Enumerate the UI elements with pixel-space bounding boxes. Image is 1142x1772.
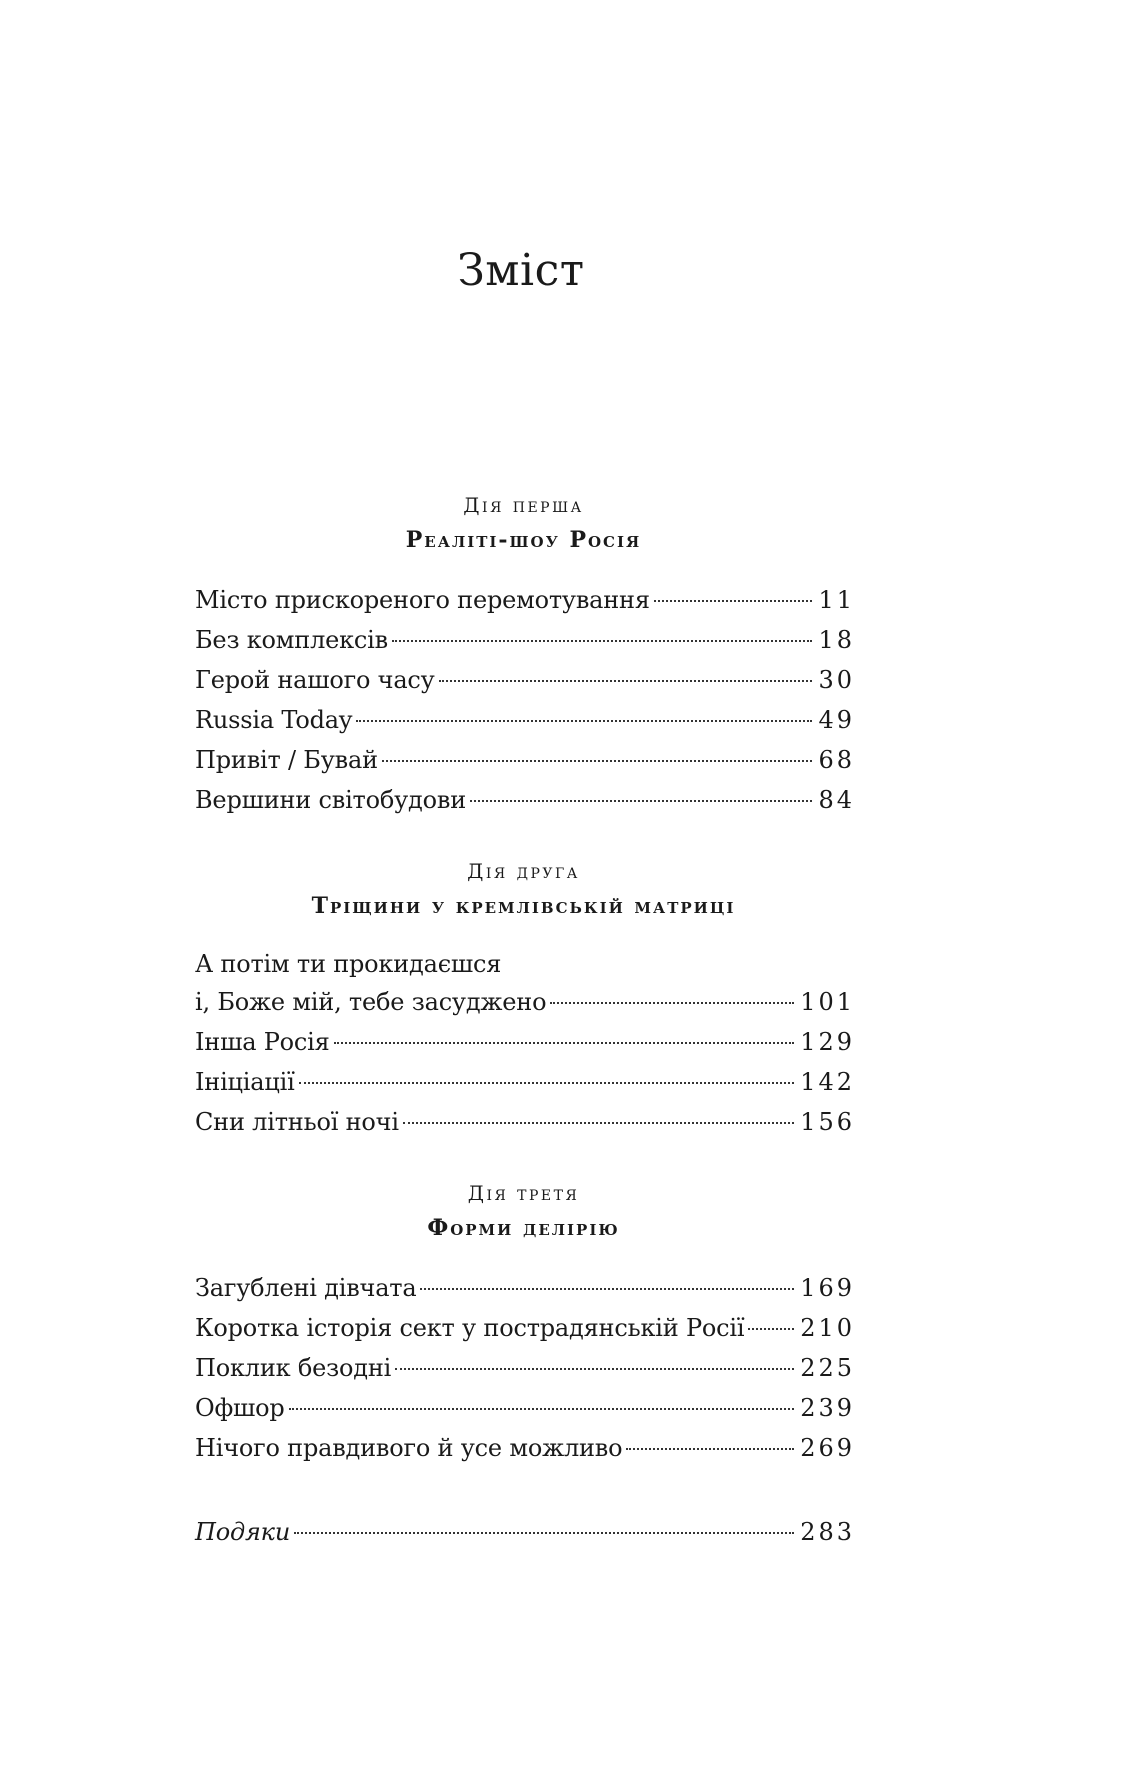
dot-leader bbox=[289, 1408, 795, 1410]
dot-leader bbox=[470, 800, 812, 802]
part-entries bbox=[195, 946, 855, 1142]
entry-page: 269 bbox=[800, 1434, 855, 1462]
dot-leader bbox=[420, 1288, 794, 1290]
entry-title-first-line: А потім ти прокидаєшся bbox=[195, 950, 502, 978]
part-heading bbox=[195, 1178, 852, 1246]
toc-entry[interactable] bbox=[195, 1062, 855, 1102]
toc-entry[interactable] bbox=[195, 660, 855, 700]
entry-title: Офшор bbox=[195, 1394, 285, 1422]
part-label: Дія перша bbox=[463, 493, 584, 517]
entry-title: Місто прискореного перемотування bbox=[195, 586, 650, 614]
toc-entry[interactable] bbox=[195, 740, 855, 780]
entry-title: Інша Росія bbox=[195, 1028, 330, 1056]
entry-title: Герой нашого часу bbox=[195, 666, 435, 694]
entry-page: 68 bbox=[818, 746, 855, 774]
entry-page: 101 bbox=[800, 988, 855, 1016]
entry-page: 129 bbox=[800, 1028, 855, 1056]
table-of-contents bbox=[195, 490, 855, 1552]
dot-leader bbox=[299, 1082, 795, 1084]
entry-title: Загублені дівчата bbox=[195, 1274, 417, 1302]
entry-title: Ініціації bbox=[195, 1068, 295, 1096]
entry-page: 225 bbox=[800, 1354, 855, 1382]
entry-title: Поклик безодні bbox=[195, 1354, 392, 1382]
dot-leader bbox=[395, 1368, 794, 1370]
toc-entry-acknowledgements[interactable] bbox=[195, 1512, 855, 1552]
dot-leader bbox=[392, 640, 813, 642]
dot-leader bbox=[626, 1448, 794, 1450]
toc-entry[interactable] bbox=[195, 1308, 855, 1348]
entry-title: Без комплексів bbox=[195, 626, 388, 654]
toc-entry[interactable] bbox=[195, 982, 855, 1022]
entry-page: 142 bbox=[800, 1068, 855, 1096]
dot-leader bbox=[334, 1042, 795, 1044]
dot-leader bbox=[439, 680, 813, 682]
toc-entry[interactable] bbox=[195, 1348, 855, 1388]
entry-page: 49 bbox=[818, 706, 855, 734]
entry-page: 210 bbox=[800, 1314, 855, 1342]
dot-leader bbox=[550, 1002, 794, 1004]
entry-title: Вершини світобудови bbox=[195, 786, 466, 814]
toc-entry[interactable] bbox=[195, 620, 855, 660]
toc-entry[interactable] bbox=[195, 780, 855, 820]
part-title: Тріщини у кремлівській матриці bbox=[311, 893, 736, 919]
part-label: Дія третя bbox=[467, 1181, 580, 1205]
dot-leader bbox=[294, 1532, 794, 1534]
part-entries bbox=[195, 1268, 855, 1468]
part-title: Реаліті-шоу Росія bbox=[405, 527, 642, 553]
entry-page: 11 bbox=[818, 586, 855, 614]
entry-page: 30 bbox=[818, 666, 855, 694]
dot-leader bbox=[356, 720, 812, 722]
page-title: Зміст bbox=[457, 245, 585, 297]
entry-page: 239 bbox=[800, 1394, 855, 1422]
toc-entry[interactable] bbox=[195, 1388, 855, 1428]
entry-title: Привіт / Бувай bbox=[195, 746, 378, 774]
entry-title: Russia Today bbox=[195, 706, 353, 734]
entry-title: Подяки bbox=[195, 1518, 291, 1546]
part-entries bbox=[195, 580, 855, 820]
toc-entry[interactable] bbox=[195, 1022, 855, 1062]
part-title: Форми делірію bbox=[427, 1215, 620, 1241]
entry-page: 156 bbox=[800, 1108, 855, 1136]
entry-title: Нічого правдивого й усе можливо bbox=[195, 1434, 623, 1462]
part-heading bbox=[195, 490, 852, 558]
entry-page: 283 bbox=[800, 1518, 855, 1546]
entry-page: 169 bbox=[800, 1274, 855, 1302]
part-label: Дія друга bbox=[467, 859, 580, 883]
toc-entry[interactable] bbox=[195, 580, 855, 620]
entry-title: Сни літньої ночі bbox=[195, 1108, 399, 1136]
dot-leader bbox=[654, 600, 813, 602]
toc-entry[interactable] bbox=[195, 1428, 855, 1468]
dot-leader bbox=[748, 1328, 794, 1330]
toc-entry[interactable] bbox=[195, 700, 855, 740]
entry-title: Коротка історія сект у пострадянській Росії bbox=[195, 1314, 745, 1342]
part-heading bbox=[195, 856, 852, 924]
entry-page: 84 bbox=[818, 786, 855, 814]
entry-page: 18 bbox=[818, 626, 855, 654]
toc-entry[interactable] bbox=[195, 1102, 855, 1142]
dot-leader bbox=[382, 760, 813, 762]
dot-leader bbox=[403, 1122, 794, 1124]
toc-entry[interactable] bbox=[195, 1268, 855, 1308]
entry-title: і, Боже мій, тебе засуджено bbox=[195, 988, 547, 1016]
